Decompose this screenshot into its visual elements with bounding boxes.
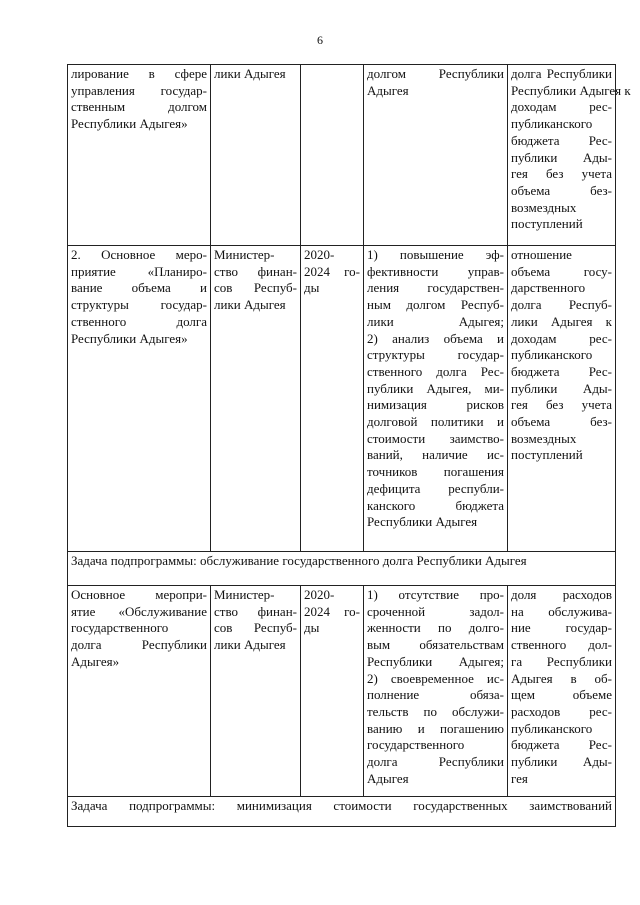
cell-line: долга Республики bbox=[367, 754, 504, 770]
cell-line: Адыгея bbox=[367, 82, 409, 98]
cell-line: объема госу- bbox=[511, 263, 612, 279]
cell-line: полнение обяза- bbox=[367, 687, 504, 703]
cell-line: 2024 го- bbox=[304, 263, 360, 279]
cell-line: публиканского bbox=[511, 116, 593, 132]
cell-line: щем объеме bbox=[511, 687, 612, 703]
cell-line: 1) повышение эф- bbox=[367, 247, 504, 262]
cell-line: поступлений bbox=[511, 447, 583, 463]
subprogram-task: Задача подпрограммы: минимизация стоимости государственных заимствований bbox=[68, 797, 616, 827]
cell-line: ственного долга bbox=[71, 313, 207, 329]
cell-line: Республики Адыгея; bbox=[367, 653, 504, 669]
cell-line: управления государ- bbox=[71, 82, 207, 98]
cell-line: публиканского bbox=[511, 720, 593, 736]
activity-name-cell bbox=[68, 246, 211, 552]
cell-line: женности по долго- bbox=[367, 620, 504, 636]
cell-line: лирование в сфере bbox=[71, 66, 207, 81]
cell-line: лики Адыгея bbox=[214, 66, 286, 81]
expected-results-cell bbox=[364, 65, 508, 246]
table-row bbox=[68, 246, 616, 552]
cell-line: стоимости заимство- bbox=[367, 430, 504, 446]
cell-line: 2) анализ объема и bbox=[367, 330, 504, 346]
subprogram-task: Задача подпрограммы: обслуживание государственного долга Республики Адыгея bbox=[68, 552, 616, 586]
cell-line: Министер- bbox=[214, 247, 275, 262]
cell-line: бюджета Рес- bbox=[511, 737, 612, 753]
cell-line: канского бюджета bbox=[367, 497, 504, 513]
cell-line: публики Ады- bbox=[511, 149, 612, 165]
cell-line: Адыгея» bbox=[71, 653, 120, 669]
cell-line: публики Ады- bbox=[511, 754, 612, 770]
cell-line: ственного дол- bbox=[511, 637, 612, 653]
cell-line: ления государствен- bbox=[367, 280, 504, 296]
cell-line: ды bbox=[304, 280, 320, 296]
cell-line: публики Адыгея, ми- bbox=[367, 380, 504, 396]
cell-line: ятие «Обслуживание bbox=[71, 603, 207, 619]
cell-line: возмездных bbox=[511, 430, 577, 446]
period-cell bbox=[301, 586, 364, 797]
cell-line: лики Адыгея bbox=[214, 297, 286, 313]
cell-line: государственного bbox=[71, 620, 169, 636]
cell-line: сов Респуб- bbox=[214, 280, 297, 296]
indicator-cell bbox=[508, 246, 616, 552]
cell-line: долговой политики и bbox=[367, 414, 504, 430]
cell-line: Министер- bbox=[214, 587, 275, 602]
cell-line: тельств по обслужи- bbox=[367, 703, 504, 719]
indicator-cell bbox=[508, 65, 631, 246]
cell-line: фективности управ- bbox=[367, 263, 504, 279]
cell-line: лики Адыгея к bbox=[511, 313, 612, 329]
cell-line: бюджета Рес- bbox=[511, 363, 612, 379]
cell-line: долга Республики bbox=[511, 66, 612, 81]
cell-line: вым обязательствам bbox=[367, 637, 504, 653]
cell-line: публиканского bbox=[511, 347, 593, 363]
cell-line: на обслужива- bbox=[511, 603, 612, 619]
cell-line: Республики Адыгея к bbox=[511, 82, 631, 98]
cell-line: Республики Адыгея» bbox=[71, 116, 188, 132]
cell-line: 2) своевременное ис- bbox=[367, 670, 504, 686]
period-cell bbox=[301, 246, 364, 552]
cell-line: точников погашения bbox=[367, 464, 504, 480]
cell-line: 2024 го- bbox=[304, 603, 360, 619]
activity-name-cell bbox=[68, 65, 211, 246]
cell-line: ваний, наличие ис- bbox=[367, 447, 504, 463]
table-row bbox=[68, 586, 616, 797]
executor-cell bbox=[211, 65, 301, 246]
cell-line: отношение bbox=[511, 247, 572, 262]
cell-line: структуры государ- bbox=[71, 297, 207, 313]
task-row bbox=[68, 552, 616, 586]
cell-line: поступлений bbox=[511, 216, 583, 232]
cell-line: Республики Адыгея bbox=[367, 514, 478, 530]
cell-line: ды bbox=[304, 620, 320, 636]
cell-line: доходам рес- bbox=[511, 330, 612, 346]
cell-line: ственным долгом bbox=[71, 99, 207, 115]
cell-line: гея без учета bbox=[511, 397, 612, 413]
expected-results-cell bbox=[364, 586, 508, 797]
cell-line: дарственного bbox=[511, 280, 586, 296]
cell-line: ванию и погашению bbox=[367, 720, 504, 736]
cell-line: Адыгея bbox=[367, 770, 409, 786]
cell-line: Республики Адыгея» bbox=[71, 330, 188, 346]
cell-line: структуры государ- bbox=[367, 347, 504, 363]
cell-line: ным долгом Респуб- bbox=[367, 297, 504, 313]
cell-line: сроченной задол- bbox=[367, 603, 504, 619]
cell-line: сов Респуб- bbox=[214, 620, 297, 636]
cell-line: объема без- bbox=[511, 414, 612, 430]
cell-line: доля расходов bbox=[511, 587, 612, 602]
cell-line: ство финан- bbox=[214, 603, 297, 619]
cell-line: га Республики bbox=[511, 653, 612, 669]
cell-line: дефицита республи- bbox=[367, 480, 504, 496]
cell-line: 2. Основное меро- bbox=[71, 247, 207, 262]
cell-line: нимизация рисков bbox=[367, 397, 504, 413]
program-activities-table bbox=[67, 64, 631, 827]
page-number: 6 bbox=[317, 33, 323, 47]
cell-line: 1) отсутствие про- bbox=[367, 587, 504, 602]
cell-line: долгом Республики bbox=[367, 66, 504, 81]
cell-line: Основное меропри- bbox=[71, 587, 207, 602]
cell-line: долга Республики bbox=[71, 637, 207, 653]
cell-line: лики Адыгея; bbox=[367, 313, 504, 329]
cell-line: ственного долга Рес- bbox=[367, 363, 504, 379]
indicator-cell bbox=[508, 586, 616, 797]
cell-line: объема без- bbox=[511, 182, 612, 198]
cell-line: доходам рес- bbox=[511, 99, 612, 115]
cell-line: Адыгея в об- bbox=[511, 670, 612, 686]
cell-line: ние государ- bbox=[511, 620, 612, 636]
table-row bbox=[68, 65, 616, 246]
cell-line: возмездных bbox=[511, 199, 577, 215]
cell-line: приятие «Планиро- bbox=[71, 263, 207, 279]
cell-line: расходов рес- bbox=[511, 703, 612, 719]
task-row bbox=[68, 797, 616, 827]
executor-cell bbox=[211, 586, 301, 797]
cell-line: государственного bbox=[367, 737, 465, 753]
cell-line: гея bbox=[511, 770, 528, 786]
cell-line: вание объема и bbox=[71, 280, 207, 296]
cell-line: бюджета Рес- bbox=[511, 132, 612, 148]
expected-results-cell bbox=[364, 246, 508, 552]
cell-line: долга Респуб- bbox=[511, 297, 612, 313]
cell-line: гея без учета bbox=[511, 166, 612, 182]
executor-cell bbox=[211, 246, 301, 552]
cell-line: публики Ады- bbox=[511, 380, 612, 396]
period-cell bbox=[301, 65, 364, 246]
activity-name-cell bbox=[68, 586, 211, 797]
cell-line: лики Адыгея bbox=[214, 637, 286, 653]
cell-line: 2020- bbox=[304, 587, 335, 602]
cell-line: ство финан- bbox=[214, 263, 297, 279]
cell-line: 2020- bbox=[304, 247, 335, 262]
